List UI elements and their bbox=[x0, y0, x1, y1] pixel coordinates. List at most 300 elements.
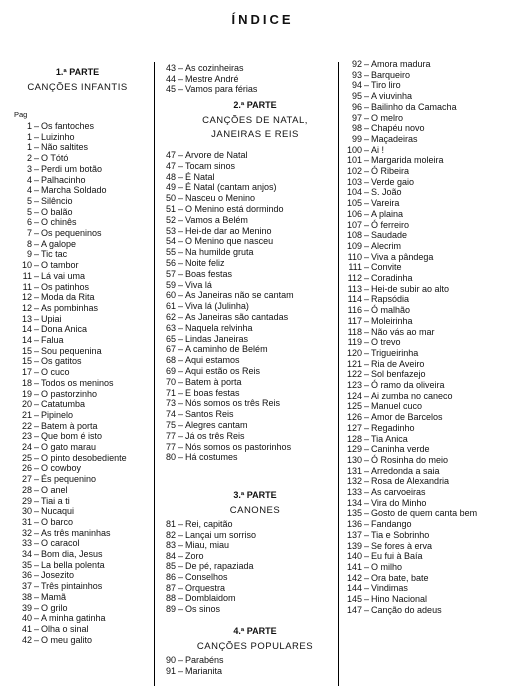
song-title: Tia Anica bbox=[371, 433, 408, 444]
dash-separator: – bbox=[178, 171, 184, 182]
page-number: 118 bbox=[347, 326, 362, 337]
dash-separator: – bbox=[178, 160, 184, 171]
page-number: 26 bbox=[21, 463, 32, 474]
index-entry bbox=[160, 301, 249, 312]
page-number: 7 bbox=[26, 228, 32, 238]
dash-separator: – bbox=[364, 166, 370, 176]
song-title: Vareira bbox=[371, 198, 400, 209]
page-number: 90 bbox=[165, 655, 176, 665]
page-number: 123 bbox=[346, 380, 362, 390]
index-entry bbox=[10, 624, 89, 635]
song-title: Silêncio bbox=[41, 195, 73, 206]
dash-separator: – bbox=[364, 69, 370, 80]
dash-separator: – bbox=[364, 198, 370, 209]
song-title: Orquestra bbox=[185, 582, 226, 593]
page-number: 44 bbox=[165, 73, 176, 84]
dash-separator: – bbox=[364, 572, 370, 583]
song-title: Tocam sinos bbox=[185, 160, 236, 171]
index-entry bbox=[340, 198, 399, 209]
song-title: O cuco bbox=[41, 367, 70, 378]
song-title: O caracol bbox=[41, 538, 80, 549]
dash-separator: – bbox=[34, 302, 40, 313]
song-title: A caminho de Belém bbox=[185, 344, 268, 355]
song-title: O barco bbox=[41, 516, 74, 527]
song-title: E boas festas bbox=[185, 387, 240, 398]
dash-separator: – bbox=[364, 487, 370, 497]
index-entry bbox=[10, 485, 68, 496]
index-entry bbox=[340, 316, 413, 327]
index-entry bbox=[340, 113, 403, 124]
song-title: Margarida moleira bbox=[371, 155, 444, 166]
dash-separator: – bbox=[364, 465, 370, 476]
dash-separator: – bbox=[364, 604, 370, 615]
index-entry bbox=[10, 367, 70, 378]
dash-separator: – bbox=[34, 313, 40, 324]
index-entry bbox=[340, 562, 402, 573]
dash-separator: – bbox=[364, 133, 370, 144]
page-number: 74 bbox=[165, 409, 176, 420]
dash-separator: – bbox=[178, 665, 184, 676]
index-entry bbox=[340, 444, 430, 455]
dash-separator: – bbox=[178, 268, 184, 279]
page-number: 24 bbox=[21, 442, 32, 452]
index-entry bbox=[10, 346, 102, 357]
index-entry bbox=[10, 356, 82, 367]
dash-separator: – bbox=[34, 538, 40, 549]
song-title: Noite feliz bbox=[185, 258, 225, 268]
dash-separator: – bbox=[364, 422, 370, 433]
dash-separator: – bbox=[34, 516, 40, 527]
dash-separator: – bbox=[364, 208, 370, 219]
page-number: 84 bbox=[165, 550, 176, 561]
song-title: Perdi um botão bbox=[41, 163, 103, 174]
page-number: 117 bbox=[347, 315, 362, 326]
song-title: Nós somos os três Reis bbox=[185, 398, 281, 409]
dash-separator: – bbox=[178, 84, 184, 95]
index-entry bbox=[160, 530, 256, 541]
dash-separator: – bbox=[178, 236, 184, 247]
dash-separator: – bbox=[34, 388, 40, 399]
page-number: 3 bbox=[26, 163, 32, 174]
dash-separator: – bbox=[364, 508, 370, 519]
index-entry bbox=[10, 303, 98, 314]
song-title: Rei, capitão bbox=[185, 519, 233, 529]
page-number: 20 bbox=[21, 399, 32, 410]
index-entry bbox=[10, 453, 127, 464]
index-entry bbox=[160, 519, 233, 530]
song-title: Todos os meninos bbox=[41, 377, 114, 388]
page-number: 80 bbox=[165, 452, 176, 463]
page-number: 144 bbox=[346, 583, 362, 594]
song-title: Não vás ao mar bbox=[371, 326, 435, 337]
index-entry bbox=[160, 182, 277, 193]
index-entry bbox=[160, 63, 244, 74]
dash-separator: – bbox=[34, 474, 40, 485]
index-entry bbox=[10, 324, 87, 335]
dash-separator: – bbox=[364, 80, 370, 91]
dash-separator: – bbox=[34, 281, 40, 292]
index-entry bbox=[340, 455, 448, 466]
song-title: Os pequeninos bbox=[41, 228, 102, 238]
song-title: Alegres cantam bbox=[185, 420, 248, 430]
index-entry bbox=[340, 294, 409, 305]
song-title: Catatumba bbox=[41, 399, 86, 410]
page-number: 10 bbox=[21, 260, 32, 271]
index-entry bbox=[160, 431, 245, 442]
song-title: Upiai bbox=[41, 313, 62, 324]
dash-separator: – bbox=[364, 529, 370, 540]
dash-separator: – bbox=[178, 290, 184, 301]
index-entry bbox=[340, 391, 453, 402]
song-title: Alecrim bbox=[371, 240, 402, 251]
page-number: 145 bbox=[346, 594, 362, 604]
dash-separator: – bbox=[34, 409, 40, 420]
page-number: 5 bbox=[26, 195, 32, 206]
index-entry bbox=[10, 496, 70, 507]
dash-separator: – bbox=[34, 153, 40, 164]
page-number: 15 bbox=[21, 345, 32, 356]
index-entry bbox=[10, 249, 67, 260]
index-entry bbox=[160, 442, 291, 453]
page-number: 70 bbox=[165, 376, 176, 387]
dash-separator: – bbox=[34, 420, 40, 431]
page-number: 113 bbox=[347, 283, 362, 294]
song-title: Domblaidom bbox=[185, 593, 236, 604]
index-entry bbox=[160, 355, 240, 366]
column-divider-right bbox=[338, 62, 339, 686]
song-title: Caninha verde bbox=[371, 444, 430, 455]
song-title: Aqui estão os Reis bbox=[185, 366, 261, 376]
page-number: 9 bbox=[26, 249, 32, 260]
index-entry bbox=[340, 327, 435, 338]
song-title: Coradinha bbox=[371, 273, 413, 283]
song-title: Ó malhão bbox=[371, 305, 411, 316]
page-number: 112 bbox=[347, 273, 362, 283]
song-title: Zoro bbox=[185, 550, 204, 561]
index-entry bbox=[10, 538, 80, 549]
index-entry bbox=[340, 423, 415, 434]
dash-separator: – bbox=[364, 433, 370, 444]
dash-separator: – bbox=[364, 444, 370, 455]
page-number: 48 bbox=[165, 171, 176, 182]
index-entry bbox=[160, 280, 212, 291]
dash-separator: – bbox=[178, 550, 184, 561]
song-title: É Natal bbox=[185, 171, 215, 182]
page-number: 38 bbox=[21, 591, 32, 602]
dash-separator: – bbox=[34, 613, 40, 624]
dash-separator: – bbox=[178, 529, 184, 540]
page-number: 22 bbox=[21, 420, 32, 431]
dash-separator: – bbox=[364, 155, 370, 166]
page-number: 147 bbox=[346, 604, 362, 615]
dash-separator: – bbox=[364, 123, 370, 134]
dash-separator: – bbox=[34, 121, 40, 131]
song-title: O milho bbox=[371, 561, 403, 572]
song-title: Verde gaio bbox=[371, 176, 415, 187]
song-title: Ó Rosinha do meio bbox=[371, 454, 449, 465]
page-number: 140 bbox=[346, 551, 362, 562]
page-number: 18 bbox=[21, 377, 32, 388]
song-title: Os gatitos bbox=[41, 356, 82, 367]
dash-separator: – bbox=[34, 356, 40, 367]
index-entry bbox=[160, 334, 248, 345]
index-entry bbox=[10, 431, 102, 442]
song-title: Tiro liro bbox=[371, 80, 401, 91]
page-number: 28 bbox=[21, 484, 32, 495]
song-title: Ai ! bbox=[371, 144, 385, 155]
index-entry bbox=[340, 166, 409, 177]
page-number: 67 bbox=[165, 344, 176, 355]
page-number: 41 bbox=[21, 623, 32, 634]
index-entry bbox=[10, 613, 106, 624]
index-entry bbox=[10, 175, 86, 186]
index-entry bbox=[160, 420, 248, 431]
song-title: Que bom é isto bbox=[41, 431, 103, 442]
index-entry bbox=[340, 337, 401, 348]
song-title: Tiai a ti bbox=[41, 495, 70, 506]
index-entry bbox=[160, 236, 273, 247]
song-title: Moleirinha bbox=[371, 315, 413, 326]
index-entry bbox=[10, 389, 97, 400]
song-title: Eu fui à Baía bbox=[371, 551, 423, 562]
index-entry bbox=[10, 153, 68, 164]
dash-separator: – bbox=[34, 581, 40, 592]
index-entry bbox=[340, 262, 402, 273]
page-number: 49 bbox=[165, 182, 176, 193]
dash-separator: – bbox=[364, 390, 370, 401]
index-entry bbox=[340, 583, 408, 594]
page-number: 68 bbox=[165, 355, 176, 366]
page-number: 89 bbox=[165, 603, 176, 614]
song-title: Josezito bbox=[41, 570, 75, 581]
page-number: 81 bbox=[165, 519, 176, 529]
song-title: Arredonda a saia bbox=[371, 465, 440, 476]
page-number: 57 bbox=[165, 268, 176, 279]
index-entry bbox=[340, 209, 403, 220]
page-number: 59 bbox=[165, 279, 176, 290]
song-title: Pipinelo bbox=[41, 409, 74, 420]
page-number: 97 bbox=[351, 112, 362, 123]
page-number: 86 bbox=[165, 572, 176, 582]
dash-separator: – bbox=[364, 583, 370, 594]
page-number: 137 bbox=[346, 529, 362, 540]
index-entry bbox=[340, 412, 443, 423]
page-number: 45 bbox=[165, 84, 176, 95]
song-title: Santos Reis bbox=[185, 409, 234, 420]
index-entry bbox=[340, 380, 445, 391]
section-title: 2.ª PARTE bbox=[233, 100, 277, 110]
dash-separator: – bbox=[178, 63, 184, 73]
page-number: 127 bbox=[346, 422, 362, 433]
index-entry bbox=[10, 592, 66, 603]
song-title: Dona Anica bbox=[41, 324, 88, 335]
page-number: 53 bbox=[165, 225, 176, 236]
dash-separator: – bbox=[34, 131, 40, 142]
song-title: Os sinos bbox=[185, 603, 221, 614]
page-number: 8 bbox=[26, 238, 32, 249]
song-title: As pombinhas bbox=[41, 302, 99, 313]
page-number: 56 bbox=[165, 258, 176, 268]
index-entry bbox=[160, 655, 224, 666]
index-entry bbox=[160, 593, 236, 604]
index-entry bbox=[160, 561, 254, 572]
page-number: 11 bbox=[22, 270, 32, 281]
page-number: 141 bbox=[346, 561, 362, 572]
dash-separator: – bbox=[34, 163, 40, 174]
index-entry bbox=[10, 410, 73, 421]
index-entry bbox=[160, 290, 294, 301]
dash-separator: – bbox=[364, 551, 370, 562]
dash-separator: – bbox=[178, 344, 184, 355]
song-title: Convite bbox=[371, 262, 402, 273]
page-number: 114 bbox=[347, 294, 362, 305]
page-number: 73 bbox=[165, 398, 176, 409]
index-entry bbox=[10, 635, 92, 646]
dash-separator: – bbox=[178, 430, 184, 441]
song-title: Arvore de Natal bbox=[185, 150, 248, 160]
dash-separator: – bbox=[34, 367, 40, 378]
index-entry bbox=[160, 452, 238, 463]
song-title: Rosa de Alexandria bbox=[371, 476, 450, 487]
index-entry bbox=[10, 421, 98, 432]
dash-separator: – bbox=[178, 193, 184, 204]
index-entry bbox=[10, 239, 76, 250]
dash-separator: – bbox=[364, 59, 370, 69]
dash-separator: – bbox=[178, 301, 184, 312]
dash-separator: – bbox=[34, 377, 40, 388]
index-entry bbox=[10, 314, 62, 325]
song-title: Regadinho bbox=[371, 422, 415, 433]
dash-separator: – bbox=[364, 380, 370, 390]
song-title: Palhacinho bbox=[41, 174, 86, 185]
index-entry bbox=[340, 134, 418, 145]
index-entry bbox=[10, 196, 73, 207]
page-number: 120 bbox=[346, 347, 362, 358]
dash-separator: – bbox=[34, 442, 40, 452]
dash-separator: – bbox=[34, 559, 40, 570]
dash-separator: – bbox=[364, 91, 370, 102]
dash-separator: – bbox=[178, 247, 184, 258]
index-entry bbox=[340, 401, 422, 412]
index-entry bbox=[10, 581, 102, 592]
song-title: Ó ferreiro bbox=[371, 219, 410, 230]
page-number: 52 bbox=[165, 214, 176, 225]
dash-separator: – bbox=[178, 409, 184, 420]
song-title: O Menino está dormindo bbox=[185, 204, 284, 214]
page-number: 43 bbox=[165, 63, 176, 73]
song-title: Ora bate, bate bbox=[371, 572, 429, 583]
song-title: Vindimas bbox=[371, 583, 408, 594]
dash-separator: – bbox=[364, 240, 370, 251]
song-title: Há costumes bbox=[185, 452, 238, 463]
index-entry bbox=[340, 434, 408, 445]
song-title: Luizinho bbox=[41, 131, 75, 142]
index-entry bbox=[340, 70, 410, 81]
index-entry bbox=[340, 605, 442, 616]
page-number: 85 bbox=[165, 561, 176, 572]
page-number: 47 bbox=[165, 160, 176, 171]
index-entry bbox=[160, 172, 215, 183]
song-title: La bella polenta bbox=[41, 559, 105, 570]
index-entry bbox=[10, 185, 107, 196]
song-title: Tia e Sobrinho bbox=[371, 529, 430, 540]
dash-separator: – bbox=[178, 258, 184, 268]
index-entry bbox=[160, 161, 235, 172]
section-subtitle: CANÇÕES POPULARES bbox=[196, 641, 314, 652]
dash-separator: – bbox=[364, 176, 370, 187]
dash-separator: – bbox=[178, 204, 184, 214]
dash-separator: – bbox=[178, 603, 184, 614]
page-number: 129 bbox=[346, 444, 362, 455]
song-title: O chinês bbox=[41, 217, 77, 228]
song-title: Olha o sinal bbox=[41, 623, 89, 634]
song-title: Ó Ribeira bbox=[371, 166, 410, 176]
dash-separator: – bbox=[364, 519, 370, 530]
index-entry bbox=[340, 241, 401, 252]
song-title: O grilo bbox=[41, 602, 68, 613]
page-number: 34 bbox=[21, 549, 32, 559]
index-entry bbox=[340, 476, 449, 487]
song-title: A minha gatinha bbox=[41, 613, 106, 624]
index-entry bbox=[340, 498, 426, 509]
page-number: 33 bbox=[21, 538, 32, 549]
page-number: 109 bbox=[346, 240, 362, 251]
page-number: 108 bbox=[346, 230, 362, 241]
page-number: 4 bbox=[26, 185, 32, 196]
dash-separator: – bbox=[34, 345, 40, 356]
section-title: 4.ª PARTE bbox=[233, 626, 277, 636]
song-title: O gato marau bbox=[41, 442, 97, 452]
song-title: Sol benfazejo bbox=[371, 369, 426, 380]
song-title: Não saltites bbox=[41, 142, 89, 153]
index-entry bbox=[340, 348, 418, 359]
song-title: Saudade bbox=[371, 230, 408, 241]
song-title: Barqueiro bbox=[371, 69, 411, 80]
index-entry bbox=[340, 359, 424, 370]
dash-separator: – bbox=[364, 112, 370, 123]
dash-separator: – bbox=[34, 228, 40, 238]
song-title: Se fores à erva bbox=[371, 540, 433, 551]
dash-separator: – bbox=[178, 655, 184, 665]
page-number: 27 bbox=[21, 474, 32, 485]
song-title: Trigueirinha bbox=[371, 347, 419, 358]
dash-separator: – bbox=[34, 463, 40, 474]
dash-separator: – bbox=[178, 225, 184, 236]
song-title: Naquela relvinha bbox=[185, 322, 253, 333]
index-entry bbox=[340, 230, 407, 241]
page-number: 124 bbox=[346, 390, 362, 401]
dash-separator: – bbox=[34, 549, 40, 559]
dash-separator: – bbox=[34, 527, 40, 538]
dash-separator: – bbox=[34, 217, 40, 228]
page-number: 2 bbox=[26, 153, 32, 164]
dash-separator: – bbox=[364, 401, 370, 412]
page-number: 15 bbox=[21, 356, 32, 367]
dash-separator: – bbox=[34, 570, 40, 581]
page-number: 14 bbox=[21, 324, 32, 335]
dash-separator: – bbox=[364, 305, 370, 316]
song-title: Fandango bbox=[371, 519, 412, 530]
dash-separator: – bbox=[364, 273, 370, 283]
index-entry bbox=[340, 252, 433, 263]
index-entry bbox=[160, 366, 260, 377]
page-number: 32 bbox=[21, 527, 32, 538]
dash-separator: – bbox=[34, 206, 40, 217]
song-title: Vira do Minho bbox=[371, 497, 427, 508]
index-entry bbox=[10, 132, 75, 143]
index-entry bbox=[340, 508, 477, 519]
song-title: O trevo bbox=[371, 337, 401, 348]
